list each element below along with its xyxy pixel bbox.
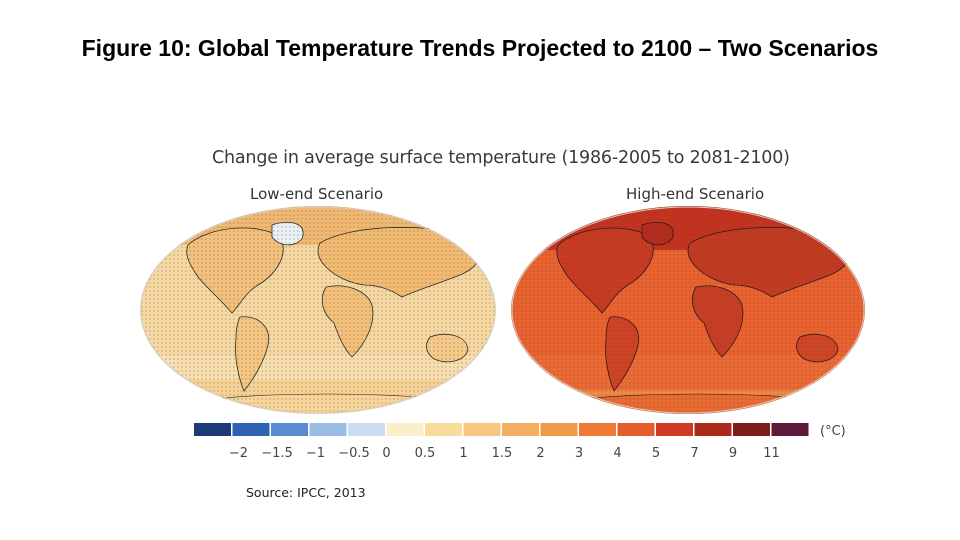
legend-tick-label: 9 [728, 446, 738, 461]
legend-swatch [656, 423, 693, 436]
legend-swatch [464, 423, 501, 436]
legend-swatch [194, 423, 231, 436]
legend-tick-label: 5 [651, 446, 661, 461]
legend-swatch [271, 423, 308, 436]
legend-tick-label: 1.5 [491, 446, 513, 461]
legend-tick-label: 0 [382, 446, 391, 461]
legend-tick-label: 1 [459, 446, 468, 461]
legend-tick-label: 11 [763, 446, 780, 461]
legend-tick-label: 7 [690, 446, 699, 461]
high-end-map [510, 205, 865, 415]
legend-swatch [733, 423, 770, 436]
slide-title: Figure 10: Global Temperature Trends Projected to 2100 – Two Scenarios [81, 35, 879, 61]
legend-unit: (°C) [820, 424, 846, 439]
legend-tick-label: 2 [536, 446, 545, 461]
legend-tick-label: −1 [305, 446, 326, 461]
low-end-scenario-label: Low-end Scenario [250, 185, 384, 203]
source-note: Source: IPCC, 2013 [246, 485, 366, 500]
figure-heading: Change in average surface temperature (1986-2005 to 2081-2100) [212, 148, 790, 168]
legend-swatch [348, 423, 385, 436]
legend-swatch [695, 423, 732, 436]
legend-tick-label: 4 [613, 446, 622, 461]
legend-tick-label: −1.5 [261, 446, 293, 461]
high-end-scenario-label: High-end Scenario [626, 185, 765, 203]
legend-tick-label: 3 [574, 446, 584, 461]
legend-tick-label: −2 [228, 446, 249, 461]
legend-swatch [425, 423, 462, 436]
low-end-map [140, 205, 500, 415]
legend-swatch [579, 423, 616, 436]
world-maps [140, 205, 865, 415]
legend-tick-label: 0.5 [414, 446, 436, 461]
legend-swatch [618, 423, 655, 436]
legend-tick-label: −0.5 [338, 446, 370, 461]
legend-swatch [541, 423, 578, 436]
legend-swatch [233, 423, 270, 436]
legend-swatch [310, 423, 347, 436]
legend-swatch [772, 423, 809, 436]
legend-swatch [387, 423, 424, 436]
color-legend [190, 415, 830, 465]
legend-swatch [502, 423, 539, 436]
